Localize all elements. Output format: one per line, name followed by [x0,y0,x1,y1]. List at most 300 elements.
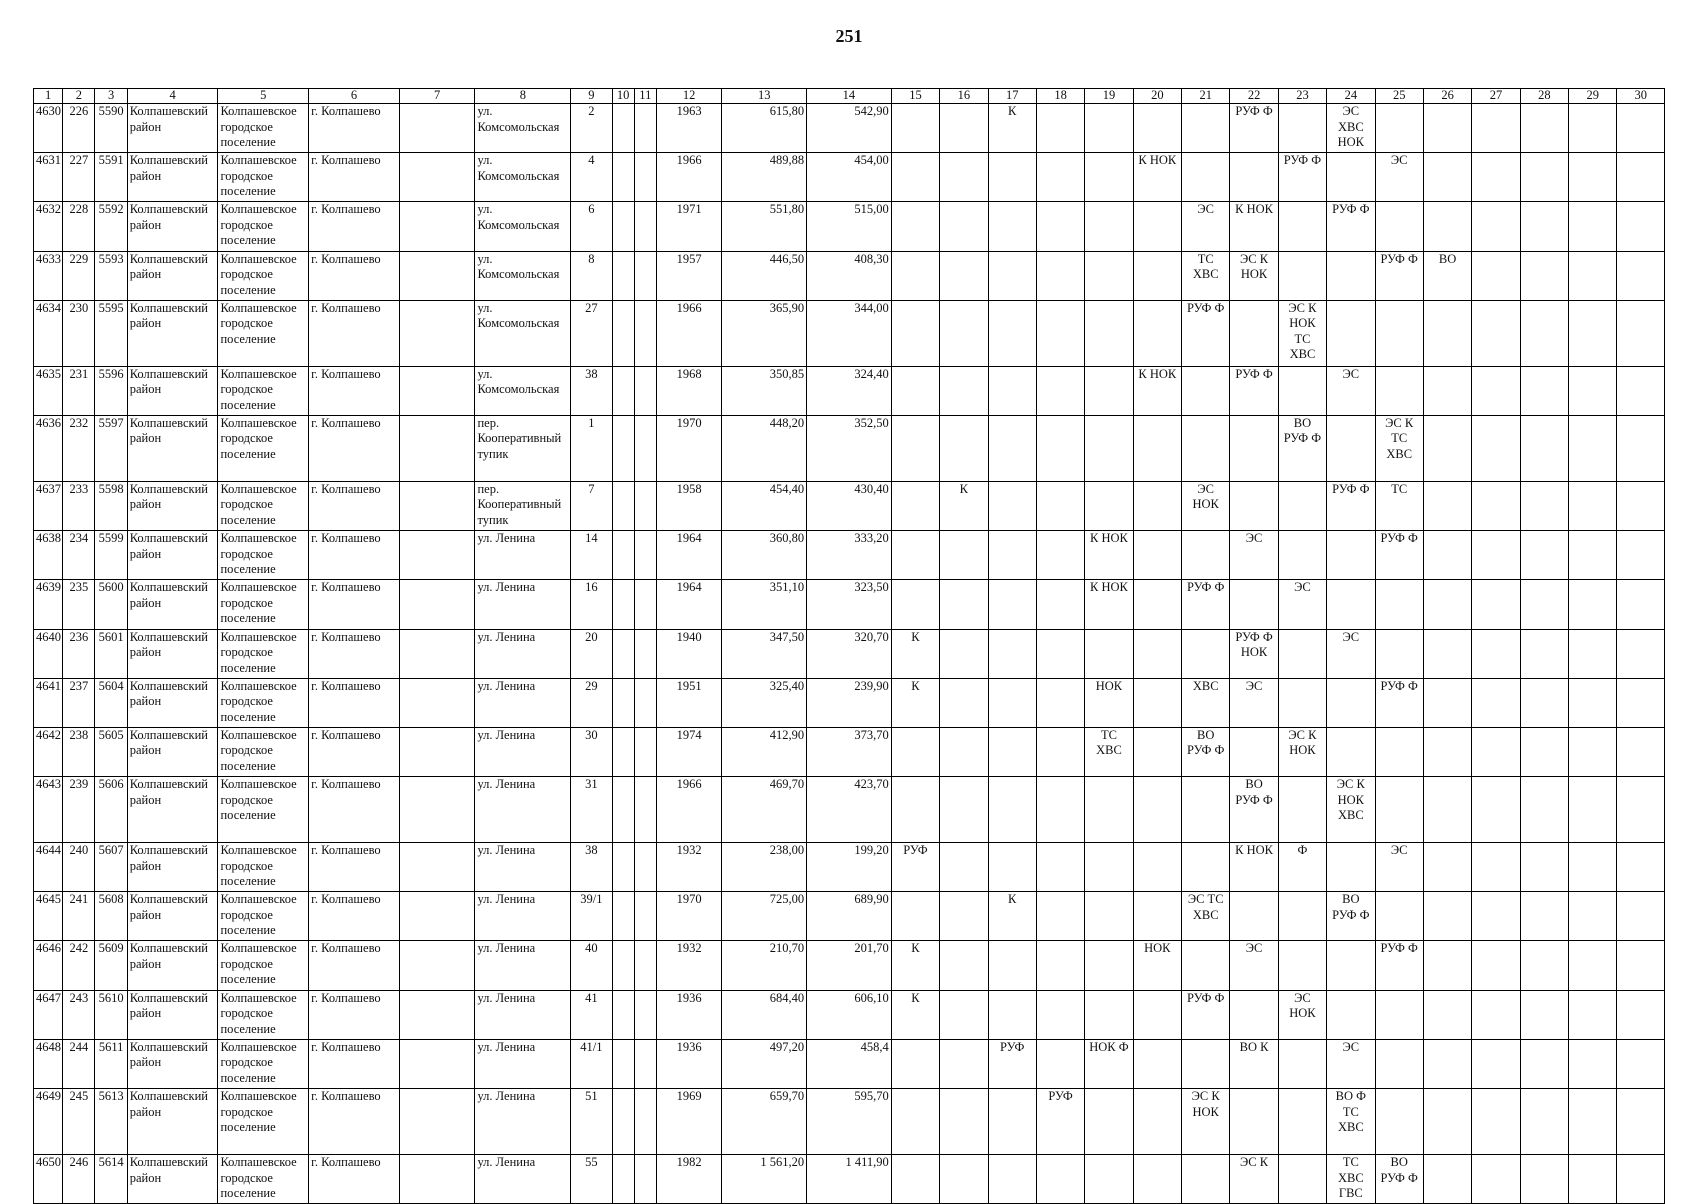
table-cell [1617,481,1665,530]
table-cell [1133,892,1181,941]
table-cell [1327,678,1375,727]
table-cell [1133,481,1181,530]
table-cell [1472,1155,1520,1204]
table-cell [940,941,988,990]
table-cell: Колпашевское городское поселение [218,629,309,678]
table-cell [612,843,634,892]
table-cell: 39/1 [571,892,612,941]
table-cell: 199,20 [807,843,892,892]
table-cell: 1951 [656,678,722,727]
table-cell: НОК [1085,678,1133,727]
table-cell: 5592 [95,202,127,251]
table-cell [612,941,634,990]
table-cell [612,727,634,776]
table-cell: К НОК [1230,843,1278,892]
table-cell: 231 [63,366,95,415]
table-cell [1520,415,1568,481]
table-cell [1472,202,1520,251]
table-cell: 5604 [95,678,127,727]
table-cell [1036,843,1084,892]
column-header: 17 [988,89,1036,104]
table-cell: 4649 [34,1089,63,1155]
table-cell [1520,153,1568,202]
table-cell: 7 [571,481,612,530]
table-cell [1085,481,1133,530]
table-cell: 320,70 [807,629,892,678]
table-cell [891,202,939,251]
table-cell [1036,481,1084,530]
table-cell: РУФ Ф [1182,300,1230,366]
table-cell [1182,843,1230,892]
table-cell [1423,415,1471,481]
table-cell: 5595 [95,300,127,366]
table-cell [399,251,475,300]
table-cell [1133,251,1181,300]
table-cell: 1964 [656,580,722,629]
table-cell: 239 [63,777,95,843]
table-row [34,531,1665,580]
table-cell [612,777,634,843]
table-cell: ЭС [1327,366,1375,415]
table-cell [940,843,988,892]
table-cell [1423,153,1471,202]
table-cell [1278,531,1326,580]
table-cell: 234 [63,531,95,580]
table-cell [1423,300,1471,366]
table-cell: 1957 [656,251,722,300]
table-cell: Колпашевский район [127,300,218,366]
table-cell: 423,70 [807,777,892,843]
table-cell: 689,90 [807,892,892,941]
table-cell [612,300,634,366]
column-header: 12 [656,89,722,104]
table-cell: 5597 [95,415,127,481]
table-cell [940,415,988,481]
table-cell: Колпашевское городское поселение [218,415,309,481]
table-cell: 351,10 [722,580,807,629]
table-cell [399,990,475,1039]
table-cell: 324,40 [807,366,892,415]
table-cell: г. Колпашево [309,481,400,530]
table-cell: г. Колпашево [309,300,400,366]
table-cell [1423,481,1471,530]
table-cell [940,1089,988,1155]
table-cell: Колпашевское городское поселение [218,843,309,892]
table-cell [1182,153,1230,202]
table-cell [399,531,475,580]
table-cell [1085,1155,1133,1204]
column-header: 13 [722,89,807,104]
table-cell [1520,531,1568,580]
table-cell: 360,80 [722,531,807,580]
table-cell [634,892,656,941]
table-cell [1569,415,1617,481]
table-cell [1036,366,1084,415]
table-cell: 430,40 [807,481,892,530]
table-cell [1036,153,1084,202]
table-cell [1133,629,1181,678]
table-cell: Колпашевское городское поселение [218,300,309,366]
table-cell [1423,366,1471,415]
table-cell [1133,1039,1181,1088]
table-cell [940,251,988,300]
table-cell [988,1089,1036,1155]
table-cell: ВО РУФ Ф [1375,1155,1423,1204]
table-cell: 4631 [34,153,63,202]
table-cell: РУФ Ф [1182,580,1230,629]
table-cell: 4647 [34,990,63,1039]
table-cell: ЭС НОК [1278,990,1326,1039]
table-cell: 242 [63,941,95,990]
table-cell: г. Колпашево [309,415,400,481]
table-cell [1569,727,1617,776]
table-cell: ул. Ленина [475,531,571,580]
table-cell: К НОК [1133,366,1181,415]
table-cell: 448,20 [722,415,807,481]
table-cell: 1 561,20 [722,1155,807,1204]
table-cell: 5599 [95,531,127,580]
table-cell [988,727,1036,776]
table-cell [988,990,1036,1039]
table-cell: 244 [63,1039,95,1088]
table-cell: ВО РУФ Ф [1327,892,1375,941]
table-cell [1230,415,1278,481]
table-cell [1569,892,1617,941]
table-cell: РУФ Ф [1375,251,1423,300]
table-cell: ул. Ленина [475,1039,571,1088]
table-cell [1085,300,1133,366]
table-cell [634,678,656,727]
table-cell: ул. Ленина [475,990,571,1039]
table-cell: 235 [63,580,95,629]
table-cell: 5605 [95,727,127,776]
table-cell: Колпашевское городское поселение [218,104,309,153]
table-cell [940,892,988,941]
table-row [34,1155,1665,1204]
column-header: 5 [218,89,309,104]
table-cell [634,202,656,251]
table-cell: 55 [571,1155,612,1204]
table-cell [1423,531,1471,580]
table-cell: 1963 [656,104,722,153]
table-cell [1569,777,1617,843]
table-cell [891,1089,939,1155]
table-cell: 233 [63,481,95,530]
table-cell [1327,843,1375,892]
table-cell: 38 [571,843,612,892]
column-header: 18 [1036,89,1084,104]
table-cell: К [891,629,939,678]
table-row [34,300,1665,366]
table-cell: 246 [63,1155,95,1204]
table-cell [1133,1155,1181,1204]
table-row [34,892,1665,941]
table-cell [1423,892,1471,941]
table-cell [1230,990,1278,1039]
table-cell: РУФ [891,843,939,892]
table-cell: Колпашевский район [127,202,218,251]
table-cell [1182,777,1230,843]
column-header: 1 [34,89,63,104]
table-cell [1520,300,1568,366]
column-header: 23 [1278,89,1326,104]
table-cell: ул. Комсомольская [475,202,571,251]
table-cell [1617,678,1665,727]
table-cell [988,366,1036,415]
table-cell [1472,843,1520,892]
table-cell: 5613 [95,1089,127,1155]
table-cell [1327,153,1375,202]
table-cell: г. Колпашево [309,1155,400,1204]
table-cell: 8 [571,251,612,300]
table-cell [1520,1089,1568,1155]
table-cell [1423,678,1471,727]
table-cell [1085,251,1133,300]
table-cell [1133,580,1181,629]
table-cell [634,777,656,843]
table-row [34,1039,1665,1088]
table-cell: г. Колпашево [309,990,400,1039]
table-cell: 4636 [34,415,63,481]
table-cell [1472,941,1520,990]
table-cell [940,202,988,251]
table-cell: ул. Ленина [475,629,571,678]
table-cell [1375,727,1423,776]
table-cell [634,481,656,530]
table-cell [399,415,475,481]
table-cell: ВО Ф ТС ХВС [1327,1089,1375,1155]
table-cell [1472,1039,1520,1088]
table-cell: Колпашевское городское поселение [218,580,309,629]
table-cell: 1940 [656,629,722,678]
table-cell [988,941,1036,990]
table-cell [1520,202,1568,251]
table-cell [1182,415,1230,481]
table-cell: 551,80 [722,202,807,251]
table-cell [891,531,939,580]
table-cell: 5608 [95,892,127,941]
table-cell: ул. Ленина [475,727,571,776]
table-cell: 5590 [95,104,127,153]
table-cell [612,1155,634,1204]
column-header: 11 [634,89,656,104]
column-header: 26 [1423,89,1471,104]
table-cell: 365,90 [722,300,807,366]
table-cell [1423,777,1471,843]
table-cell [1472,990,1520,1039]
table-cell [634,366,656,415]
table-cell [1617,892,1665,941]
table-cell [1085,1089,1133,1155]
table-cell [612,202,634,251]
table-cell: К [891,990,939,1039]
table-cell [1472,1089,1520,1155]
table-cell [399,727,475,776]
table-cell: 4635 [34,366,63,415]
table-cell: 41/1 [571,1039,612,1088]
table-cell [891,300,939,366]
table-cell: 350,85 [722,366,807,415]
table-cell [1472,300,1520,366]
table-cell: 51 [571,1089,612,1155]
table-cell [399,202,475,251]
table-cell: 238,00 [722,843,807,892]
table-cell [1133,777,1181,843]
table-cell: К [988,104,1036,153]
table-row [34,202,1665,251]
table-cell [1182,531,1230,580]
table-cell: г. Колпашево [309,1039,400,1088]
table-cell [1036,941,1084,990]
table-cell [1472,777,1520,843]
table-cell: 4642 [34,727,63,776]
table-cell [1327,415,1375,481]
table-cell: Колпашевское городское поселение [218,481,309,530]
table-cell: Колпашевский район [127,843,218,892]
table-cell [1085,777,1133,843]
table-cell [1375,300,1423,366]
table-cell [1472,104,1520,153]
table-cell [634,1039,656,1088]
table-cell [1569,366,1617,415]
table-cell: 201,70 [807,941,892,990]
table-cell [891,415,939,481]
table-cell: 1936 [656,1039,722,1088]
table-cell [1617,1089,1665,1155]
table-cell [1327,580,1375,629]
table-cell [612,580,634,629]
table-cell: Колпашевский район [127,1089,218,1155]
table-cell [988,202,1036,251]
column-header: 28 [1520,89,1568,104]
table-cell: ВО К [1230,1039,1278,1088]
table-cell [1472,481,1520,530]
column-header: 29 [1569,89,1617,104]
table-cell [1133,300,1181,366]
table-cell [1133,202,1181,251]
table-cell: ТС [1375,481,1423,530]
table-cell [1327,300,1375,366]
table-cell: г. Колпашево [309,104,400,153]
table-cell: 454,40 [722,481,807,530]
table-cell [399,843,475,892]
table-cell [1569,580,1617,629]
table-cell: Колпашевское городское поселение [218,777,309,843]
column-header: 30 [1617,89,1665,104]
table-cell: 27 [571,300,612,366]
table-cell: 347,50 [722,629,807,678]
table-cell [1520,104,1568,153]
table-cell [1375,777,1423,843]
table-cell: ул. Комсомольская [475,153,571,202]
table-cell [1617,531,1665,580]
table-cell: 31 [571,777,612,843]
column-header: 3 [95,89,127,104]
table-cell [891,481,939,530]
table-cell: 20 [571,629,612,678]
table-cell [612,1089,634,1155]
table-cell: 458,4 [807,1039,892,1088]
table-cell: Колпашевский район [127,580,218,629]
table-cell: ул. Ленина [475,892,571,941]
table-cell [1036,777,1084,843]
table-cell: ТС ХВС [1182,251,1230,300]
column-header: 15 [891,89,939,104]
table-cell: г. Колпашево [309,941,400,990]
table-cell: Колпашевское городское поселение [218,1039,309,1088]
table-cell: г. Колпашево [309,580,400,629]
table-cell: ЭС НОК [1182,481,1230,530]
column-header: 25 [1375,89,1423,104]
column-header: 21 [1182,89,1230,104]
table-cell [399,580,475,629]
table-cell [1230,727,1278,776]
table-cell: 4634 [34,300,63,366]
table-cell: ЭС [1375,153,1423,202]
table-cell [612,366,634,415]
table-cell: г. Колпашево [309,843,400,892]
column-header: 14 [807,89,892,104]
table-cell: 4643 [34,777,63,843]
column-header: 27 [1472,89,1520,104]
table-cell [1375,366,1423,415]
table-cell: ЭС [1182,202,1230,251]
table-cell: 4641 [34,678,63,727]
table-cell [1520,481,1568,530]
table-cell: ЭС [1230,678,1278,727]
table-cell [891,727,939,776]
table-cell [1036,678,1084,727]
table-cell [1036,251,1084,300]
column-header: 6 [309,89,400,104]
table-header-row [34,89,1665,104]
table-cell [1617,251,1665,300]
table-cell [891,104,939,153]
table-cell [1036,580,1084,629]
table-cell: Колпашевское городское поселение [218,251,309,300]
table-cell: 5606 [95,777,127,843]
table-cell: ул. Ленина [475,678,571,727]
column-header: 2 [63,89,95,104]
table-cell: ЭС К НОК ТС ХВС [1278,300,1326,366]
table-cell: 238 [63,727,95,776]
table-cell [634,843,656,892]
table-cell [1133,415,1181,481]
table-cell [1085,941,1133,990]
table-cell [612,990,634,1039]
table-cell [940,629,988,678]
table-cell: 4650 [34,1155,63,1204]
table-cell [1133,1089,1181,1155]
table-cell: 344,00 [807,300,892,366]
table-cell [399,1155,475,1204]
table-cell: 454,00 [807,153,892,202]
table-cell [1230,1089,1278,1155]
table-cell: 243 [63,990,95,1039]
table-cell [1036,415,1084,481]
table-cell: Колпашевский район [127,941,218,990]
table-cell [1569,153,1617,202]
table-cell: ВО [1423,251,1471,300]
table-cell [891,580,939,629]
table-cell: 4639 [34,580,63,629]
table-cell: 325,40 [722,678,807,727]
table-cell [1375,1089,1423,1155]
table-cell [1617,580,1665,629]
table-cell: 5610 [95,990,127,1039]
table-cell: 5609 [95,941,127,990]
table-cell: г. Колпашево [309,629,400,678]
